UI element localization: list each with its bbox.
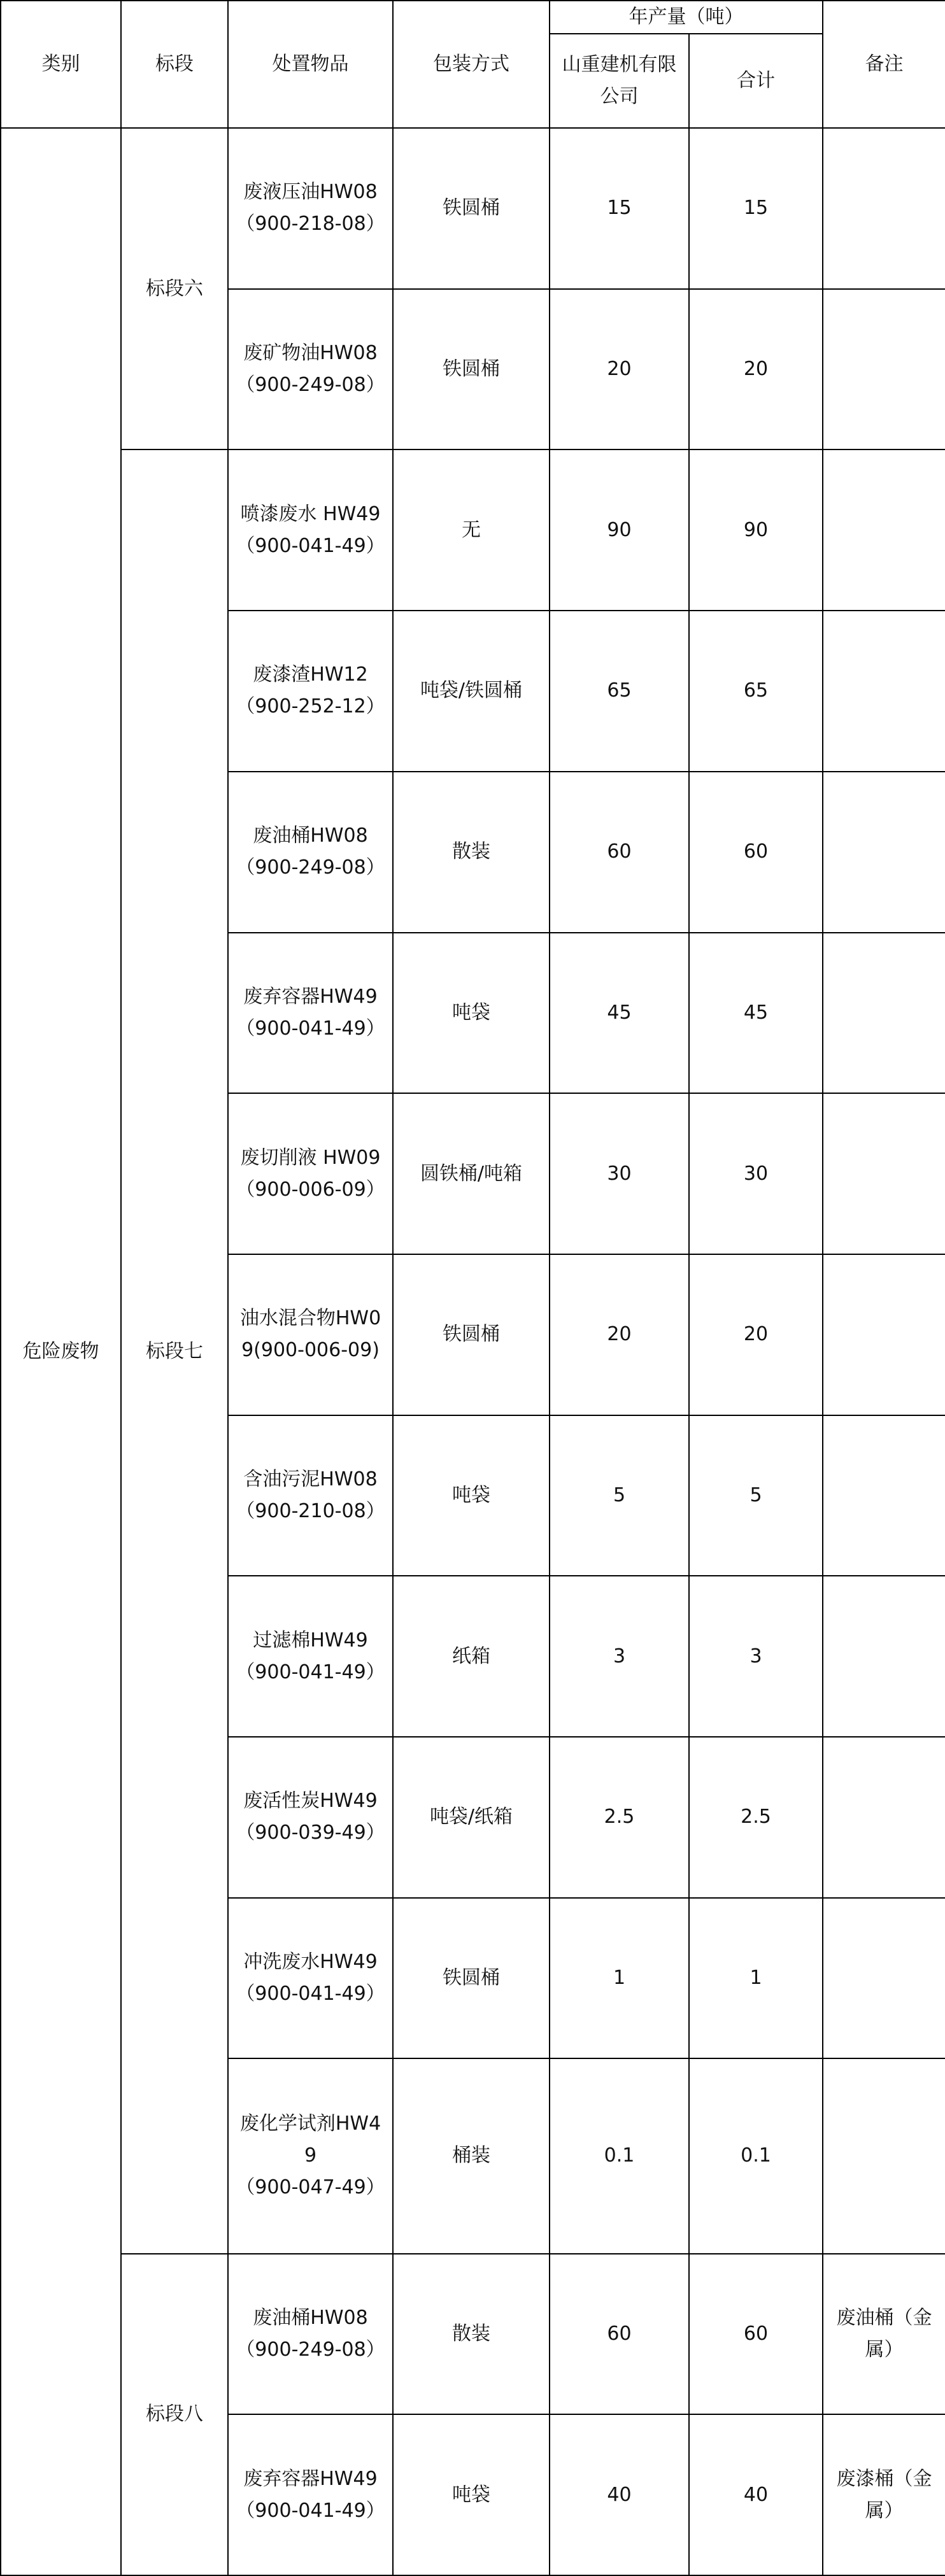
table-body <box>1 128 945 2575</box>
packaging-cell: 吨袋/纸箱 <box>393 1737 550 1898</box>
packaging-cell: 桶装 <box>393 2058 550 2253</box>
table-row <box>1 128 945 289</box>
packaging-cell: 铁圆桶 <box>393 1254 550 1415</box>
item-name: 废活性炭HW49 <box>243 1790 378 1813</box>
company-output-cell: 20 <box>550 1254 689 1415</box>
company-output-cell: 30 <box>550 1093 689 1254</box>
item-name: 废切削液 HW09 <box>240 1146 381 1169</box>
total-output-cell: 15 <box>689 128 823 289</box>
item-code: （900-249-08） <box>236 2338 385 2361</box>
total-output-cell: 5 <box>689 1415 823 1576</box>
company-output-cell: 0.1 <box>550 2058 689 2253</box>
remark-cell <box>823 1576 945 1737</box>
remark-cell <box>823 1737 945 1898</box>
item-name: 废矿物油HW08 <box>243 342 378 365</box>
total-output-cell: 20 <box>689 1254 823 1415</box>
header-category: 类别 <box>1 1 121 128</box>
item-name: 喷漆废水 HW49 <box>240 502 381 525</box>
remark-cell <box>823 2058 945 2253</box>
company-output-cell: 65 <box>550 611 689 772</box>
total-output-cell: 2.5 <box>689 1737 823 1898</box>
company-output-cell: 15 <box>550 128 689 289</box>
item-name: 废弃容器HW49 <box>243 2467 378 2490</box>
remark-cell <box>823 611 945 772</box>
section-cell: 标段八 <box>121 2254 228 2576</box>
company-output-cell: 1 <box>550 1898 689 2059</box>
packaging-cell: 无 <box>393 449 550 611</box>
item-code: （900-249-08） <box>236 374 385 397</box>
item-code: （900-006-09） <box>236 1178 385 1201</box>
company-output-cell: 60 <box>550 772 689 933</box>
packaging-cell: 铁圆桶 <box>393 289 550 450</box>
total-output-cell: 60 <box>689 772 823 933</box>
remark-cell <box>823 1415 945 1576</box>
item-name: 油水混合物HW09(900-006-09) <box>239 1307 381 1362</box>
company-output-cell: 45 <box>550 933 689 1094</box>
item-cell <box>228 1898 393 2059</box>
item-cell <box>228 1415 393 1576</box>
packaging-cell: 圆铁桶/吨箱 <box>393 1093 550 1254</box>
packaging-cell: 散装 <box>393 772 550 933</box>
item-cell <box>228 1576 393 1737</box>
remark-cell <box>823 449 945 611</box>
total-output-cell: 30 <box>689 1093 823 1254</box>
item-cell <box>228 2414 393 2575</box>
total-output-cell: 45 <box>689 933 823 1094</box>
remark-cell: 废油桶（金属） <box>823 2254 945 2415</box>
item-code: （900-252-12） <box>236 695 385 718</box>
remark-cell <box>823 1254 945 1415</box>
item-cell <box>228 611 393 772</box>
remark-cell: 废漆桶（金属） <box>823 2414 945 2575</box>
item-code: （900-041-49） <box>236 1660 385 1683</box>
item-name: 废化学试剂HW49 <box>239 2112 381 2167</box>
item-cell <box>228 933 393 1094</box>
packaging-cell: 吨袋 <box>393 933 550 1094</box>
company-output-cell: 90 <box>550 449 689 611</box>
packaging-cell: 铁圆桶 <box>393 1898 550 2059</box>
company-output-cell: 40 <box>550 2414 689 2575</box>
item-code: （900-041-49） <box>236 2499 385 2522</box>
total-output-cell: 90 <box>689 449 823 611</box>
item-cell <box>228 772 393 933</box>
section-cell: 标段六 <box>121 128 228 449</box>
header-total: 合计 <box>689 34 823 128</box>
item-code: （900-218-08） <box>236 213 385 236</box>
section-cell: 标段七 <box>121 449 228 2253</box>
item-cell <box>228 1737 393 1898</box>
remark-cell <box>823 772 945 933</box>
item-cell <box>228 128 393 289</box>
item-code: （900-041-49） <box>236 1983 385 2006</box>
packaging-cell: 铁圆桶 <box>393 128 550 289</box>
item-code: （900-041-49） <box>236 1017 385 1040</box>
item-cell <box>228 2058 393 2253</box>
header-remark: 备注 <box>823 1 945 128</box>
total-output-cell: 0.1 <box>689 2058 823 2253</box>
item-code: （900-249-08） <box>236 856 385 879</box>
total-output-cell: 65 <box>689 611 823 772</box>
packaging-cell: 散装 <box>393 2254 550 2415</box>
total-output-cell: 40 <box>689 2414 823 2575</box>
total-output-cell: 1 <box>689 1898 823 2059</box>
remark-cell <box>823 933 945 1094</box>
total-output-cell: 20 <box>689 289 823 450</box>
table-row <box>1 2254 945 2415</box>
header-company: 山重建机有限公司 <box>550 34 689 128</box>
header-packaging: 包装方式 <box>393 1 550 128</box>
table-row <box>1 449 945 611</box>
header-item: 处置物品 <box>228 1 393 128</box>
item-cell <box>228 1254 393 1415</box>
company-output-cell: 20 <box>550 289 689 450</box>
remark-cell <box>823 289 945 450</box>
item-name: 含油污泥HW08 <box>243 1468 378 1490</box>
header-annual-output: 年产量（吨） <box>550 1 823 34</box>
header-row-1 <box>1 1 945 34</box>
total-output-cell: 3 <box>689 1576 823 1737</box>
header-section: 标段 <box>121 1 228 128</box>
packaging-cell: 纸箱 <box>393 1576 550 1737</box>
packaging-cell: 吨袋 <box>393 1415 550 1576</box>
company-output-cell: 3 <box>550 1576 689 1737</box>
total-output-cell: 60 <box>689 2254 823 2415</box>
company-output-cell: 2.5 <box>550 1737 689 1898</box>
company-output-cell: 60 <box>550 2254 689 2415</box>
item-name: 冲洗废水HW49 <box>243 1951 378 1974</box>
item-name: 废弃容器HW49 <box>243 985 378 1008</box>
remark-cell <box>823 1898 945 2059</box>
item-code: （900-039-49） <box>236 1822 385 1844</box>
category-cell: 危险废物 <box>1 128 121 2575</box>
item-name: 过滤棉HW49 <box>253 1629 368 1652</box>
item-name: 废漆渣HW12 <box>253 663 368 686</box>
packaging-cell: 吨袋 <box>393 2414 550 2575</box>
remark-cell <box>823 128 945 289</box>
company-output-cell: 5 <box>550 1415 689 1576</box>
packaging-cell: 吨袋/铁圆桶 <box>393 611 550 772</box>
item-name: 废液压油HW08 <box>243 181 378 204</box>
item-cell <box>228 289 393 450</box>
item-cell <box>228 2254 393 2415</box>
item-code: （900-041-49） <box>236 534 385 557</box>
item-name: 废油桶HW08 <box>253 824 368 847</box>
item-cell <box>228 1093 393 1254</box>
remark-cell <box>823 1093 945 1254</box>
item-cell <box>228 449 393 611</box>
item-code: （900-210-08） <box>236 1499 385 1522</box>
item-code: （900-047-49） <box>236 2176 385 2199</box>
item-name: 废油桶HW08 <box>253 2306 368 2329</box>
